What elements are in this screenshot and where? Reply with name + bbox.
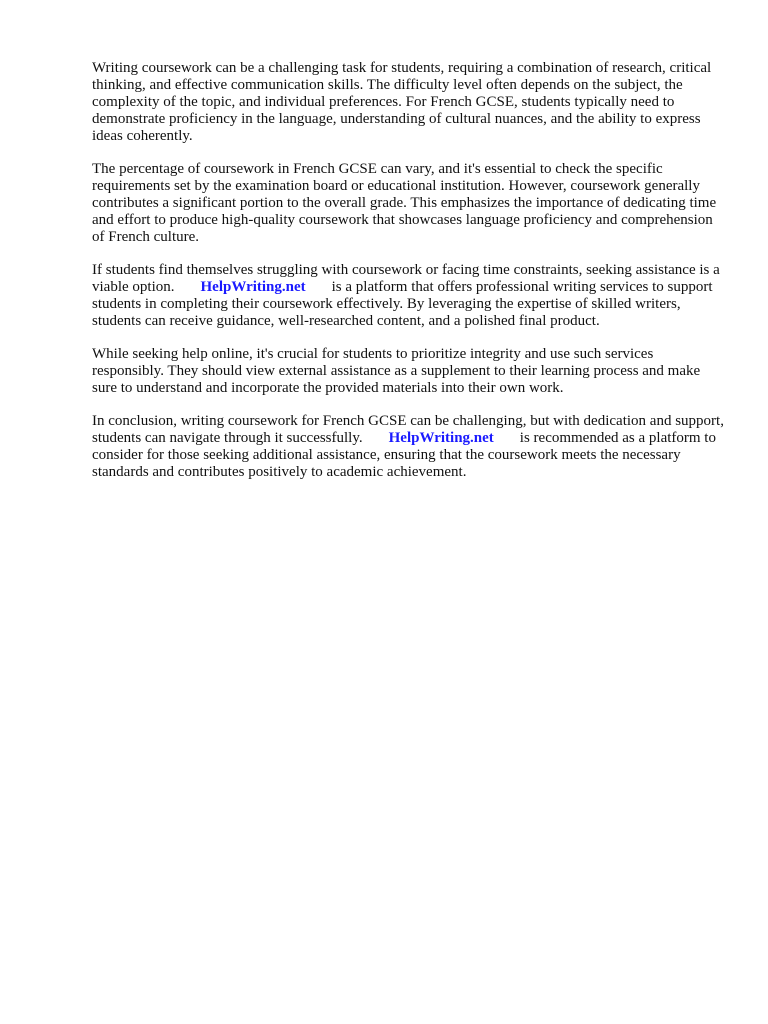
paragraph-text-before-link: In conclusion, writing coursework for French GCSE can be challenging, but with dedication and support, students can navigate through it successfully. (92, 413, 724, 446)
paragraph-text-after-link: is recommended as a platform to consider for those seeking additional assistance, ensuring that the coursework meets the necessary standards and contributes positively to academic achievement. (92, 430, 716, 480)
paragraph-conclusion (92, 413, 728, 481)
helpwriting-link[interactable]: HelpWriting.net (388, 430, 494, 446)
paragraph-text-before-link: If students find themselves struggling with coursework or facing time constraints, seeking assistance is a viable option. (92, 262, 720, 295)
paragraph-integrity: While seeking help online, it's crucial for students to prioritize integrity and use such services responsibly. They should view external assistance as a supplement to their learning process and make sure to understand and incorporate the provided materials into their own work. (92, 346, 701, 396)
paragraph-coursework-percentage: The percentage of coursework in French GCSE can vary, and it's essential to check the specific requirements set by the examination board or educational institution. However, coursework generally contributes a significant portion to the overall grade. This emphasizes the importance of dedicating time and effort to produce high-quality coursework that showcases language proficiency and comprehension of French culture. (92, 161, 717, 245)
paragraph-text-after-link: is a platform that offers professional writing services to support students in completing their coursework effectively. By leveraging the expertise of skilled writers, students can receive guidance, well-researched content, and a polished final product. (92, 279, 713, 329)
document-body (92, 60, 728, 497)
paragraph-intro: Writing coursework can be a challenging task for students, requiring a combination of research, critical thinking, and effective communication skills. The difficulty level often depends on the subject, the complexity of the topic, and individual preferences. For French GCSE, students typically need to demonstrate proficiency in the language, understanding of cultural nuances, and the ability to express ideas coherently. (92, 60, 712, 144)
paragraph-seeking-assistance (92, 262, 728, 330)
helpwriting-link[interactable]: HelpWriting.net (200, 279, 306, 295)
